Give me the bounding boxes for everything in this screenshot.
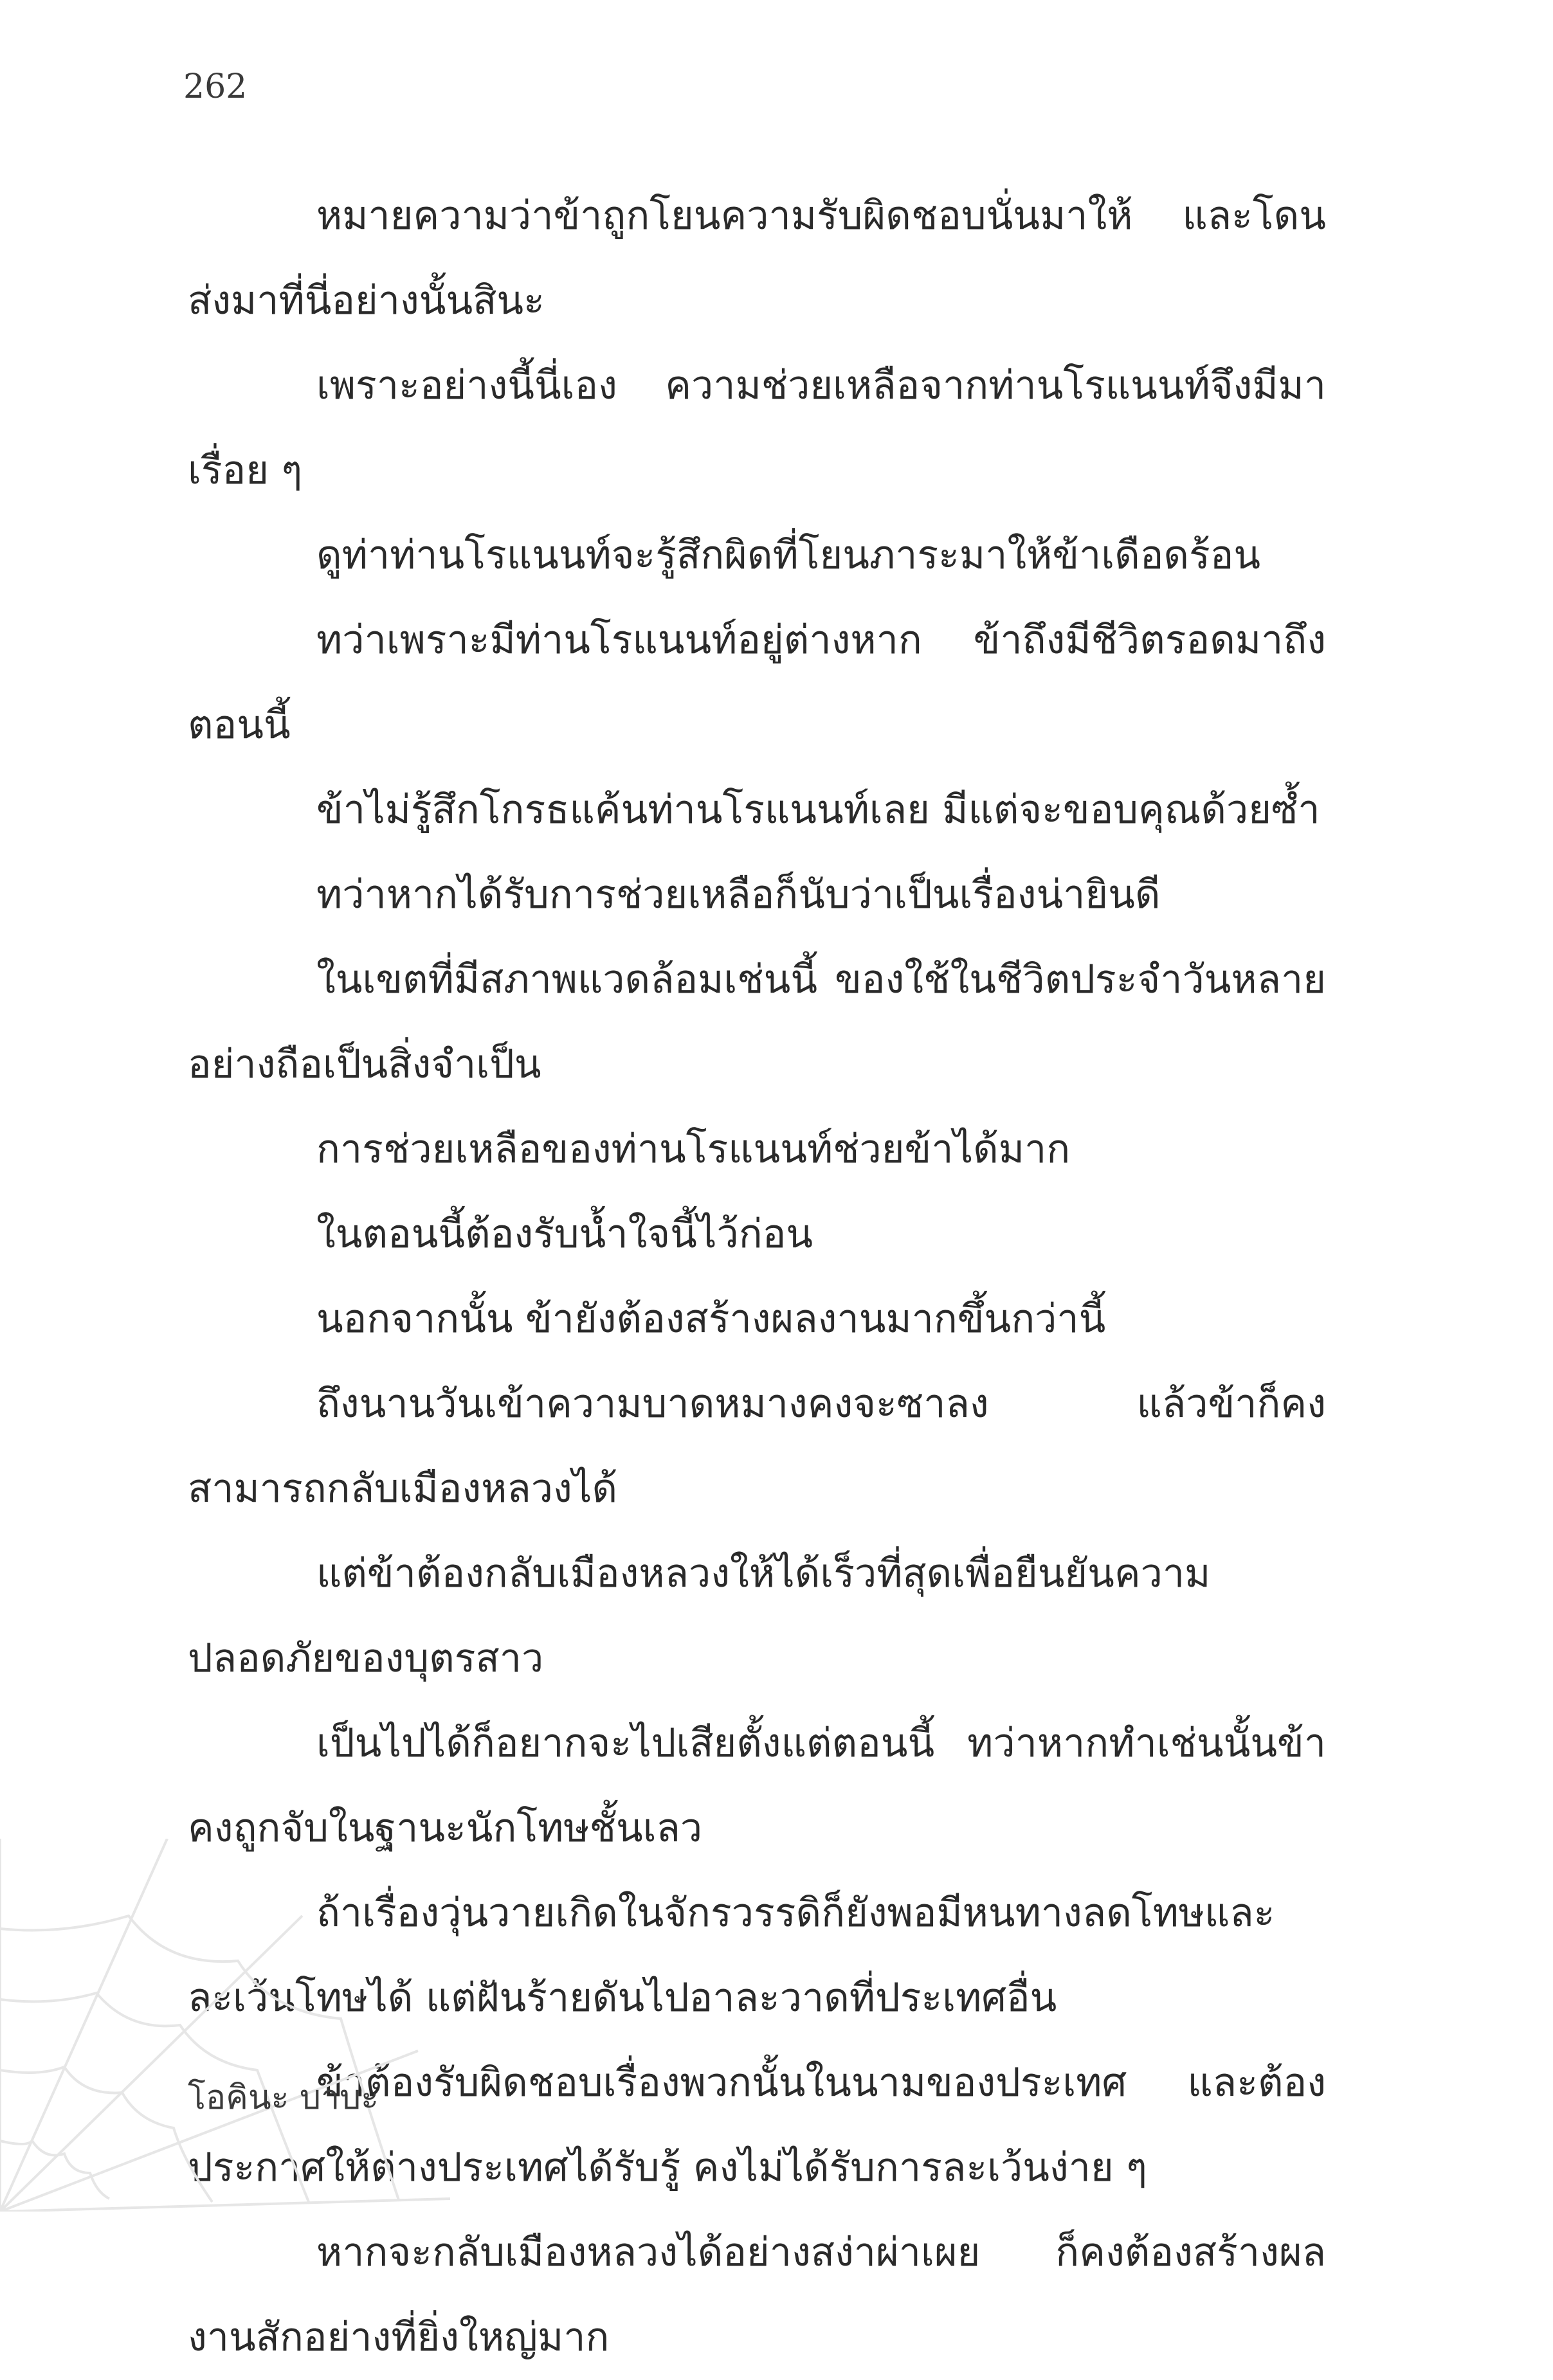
paragraph: ทว่าเพราะมีท่านโรแนนท์อยู่ต่างหาก ข้าถึงมีชีวิตรอดมาถึงตอนนี้: [188, 617, 1326, 748]
spider-web-icon: [0, 1839, 450, 2212]
paragraph: ทว่าหากได้รับการช่วยเหลือก็นับว่าเป็นเรื่องน่ายินดี: [316, 872, 1161, 917]
paragraph: ดูท่าท่านโรแนนท์จะรู้สึกผิดที่โยนภาระมาให้ข้าเดือดร้อน: [316, 532, 1261, 578]
page-number: 262: [183, 68, 248, 106]
footer-title: โอคินะ บาบะ: [188, 2078, 379, 2117]
paragraph: ในเขตที่มีสภาพแวดล้อมเช่นนี้ ของใช้ในชีวิตประจำวันหลายอย่างถือเป็นสิ่งจำเป็น: [188, 957, 1326, 1087]
paragraph: หากจะกลับเมืองหลวงได้อย่างสง่าผ่าเผย ก็คงต้องสร้างผลงานสักอย่างที่ยิ่งใหญ่มาก: [188, 2230, 1326, 2360]
paragraph: การช่วยเหลือของท่านโรแนนท์ช่วยข้าได้มาก: [316, 1126, 1071, 1172]
paragraph: นอกจากนั้น ข้ายังต้องสร้างผลงานมากขึ้นกว่านี้: [316, 1296, 1106, 1342]
paragraph: เพราะอย่างนี้นี่เอง ความช่วยเหลือจากท่านโรแนนท์จึงมีมาเรื่อย ๆ: [188, 363, 1326, 493]
paragraph: ในตอนนี้ต้องรับน้ำใจนี้ไว้ก่อน: [316, 1211, 813, 1257]
paragraph: เป็นไปได้ก็อยากจะไปเสียตั้งแต่ตอนนี้ ทว่าหากทำเช่นนั้นข้าคงถูกจับในฐานะนักโทษชั้นเลว: [188, 1720, 1326, 1851]
paragraph: ข้าไม่รู้สึกโกรธแค้นท่านโรแนนท์เลย มีแต่จะขอบคุณด้วยซ้ำ: [316, 787, 1320, 833]
paragraph: ถ้าเรื่องวุ่นวายเกิดในจักรวรรดิก็ยังพอมีหนทางลดโทษและละเว้นโทษได้ แต่ฝันร้ายดันไปอาละวาดที่ประเทศอื่น: [188, 1890, 1275, 2021]
paragraph: หมายความว่าข้าถูกโยนความรับผิดชอบนั่นมาให้ และโดนส่งมาที่นี่อย่างนั้นสินะ: [188, 193, 1326, 323]
paragraph: แต่ข้าต้องกลับเมืองหลวงให้ได้เร็วที่สุดเพื่อยืนยันความปลอดภัยของบุตรสาว: [188, 1551, 1211, 1681]
paragraph: ข้าต้องรับผิดชอบเรื่องพวกนั้นในนามของประเทศ และต้องประกาศให้ต่างประเทศได้รับรู้ คงไม่ได้รับการละเว้นง่าย ๆ: [188, 2060, 1326, 2190]
paragraph: ถึงนานวันเข้าความบาดหมางคงจะซาลง แล้วข้าก็คงสามารถกลับเมืองหลวงได้: [188, 1381, 1326, 1511]
